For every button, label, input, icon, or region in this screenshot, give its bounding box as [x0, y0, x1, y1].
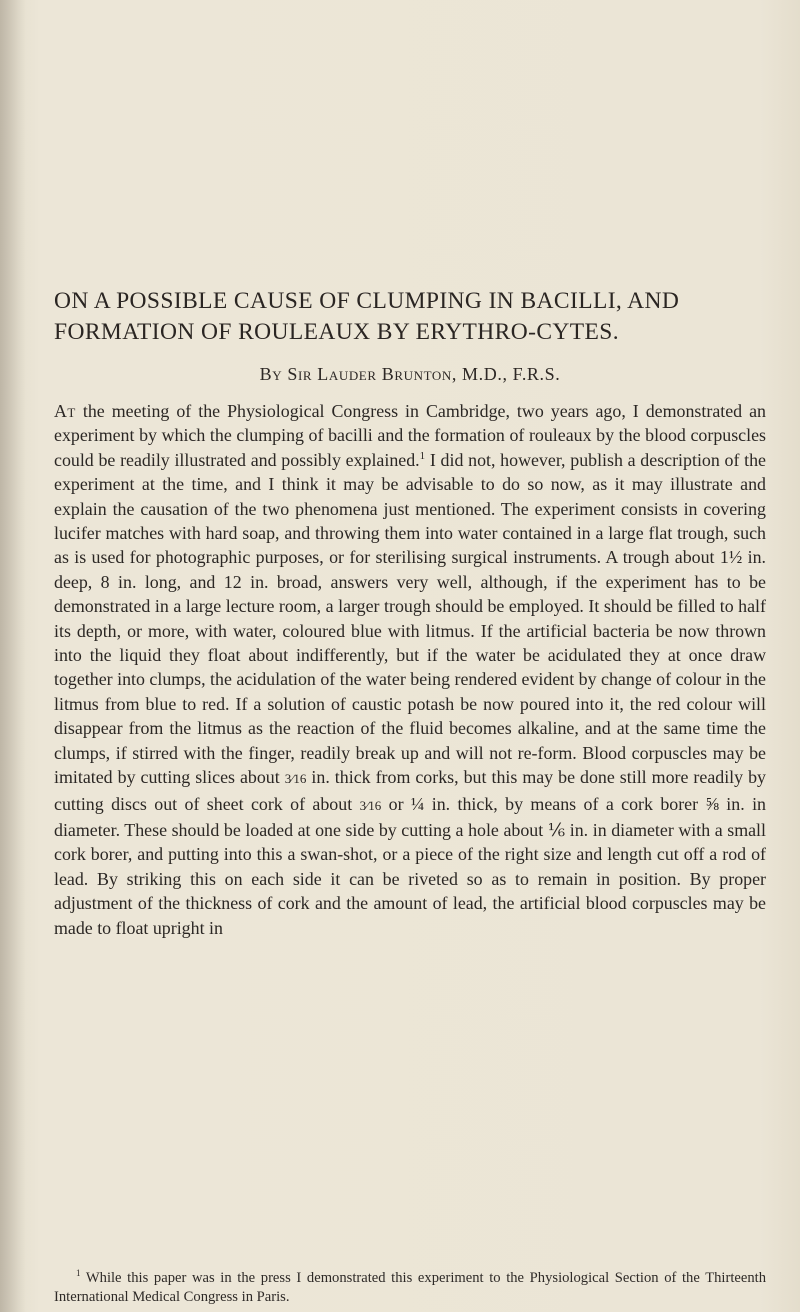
fraction: ⅝ [705, 793, 719, 814]
footnote-reference[interactable]: 1 [419, 449, 426, 462]
fraction: ¼ [410, 793, 425, 814]
lead-word: At [54, 401, 76, 421]
fraction: 1½ [719, 547, 743, 568]
article-title: ON A POSSIBLE CAUSE OF CLUMPING IN BACILLI, AND FORMATION OF ROULEAUX BY ERYTHRO-CYTES. [54, 288, 680, 345]
gutter-shadow [0, 0, 26, 1312]
body-text-run: I did not, however, publish a description of the experiment at the time, and I think it may be advisable to do so now, as it may illustrate and explain the causation of the two phenomena just mentioned. The experiment consists in covering lucifer matches with hard soap, and throwing them into water contained in a large flat trough, such as is used for photographic purposes, or for sterilising surgical instruments. A trough about [54, 449, 766, 568]
fraction: 3⁄16 [359, 797, 382, 813]
article-body-paragraph [54, 399, 766, 940]
footnote [54, 1269, 766, 1307]
article-content [54, 286, 766, 940]
body-text-run: in. deep, 8 in. long, and 12 in. broad, answers very well, although, if the experiment has to be demonstrated in a large lecture room, a larger trough should be employed. It should be filled to half its depth, or more, with water, coloured blue with litmus. If the artificial bacteria be now thrown into the liquid they float about indifferently, but if the water be acidulated they at once draw together into clumps, the acidulation of the water being rendered evident by change of colour in the litmus from blue to red. If a solution of caustic potash be now poured into it, the red colour will disappear from the litmus as the reaction of the fluid becomes alkaline, and at the same time the clumps, if stirred with the finger, readily break up and will not re-form. Blood corpuscles may be imitated by cutting slices about [54, 547, 766, 788]
body-text-run: in. thick, by means of a cork borer [424, 793, 706, 814]
body-text-run: or [381, 793, 411, 814]
article-byline: By Sir Lauder Brunton, M.D., F.R.S. [259, 364, 561, 384]
body-text-run: in. in diameter with a small cork borer, and putting into this a swan-shot, or a piece of the right size and length cut off a rod of lead. By striking this on each side it can be riveted so as to remain in position. By proper adjustment of the thickness of cork and the amount of lead, the artificial blood corpuscles may be made to float upright in [54, 819, 767, 938]
body-text-run: in. thick from corks, but this may be done still more readily by cutting discs out of sheet cork of about [54, 767, 766, 814]
fraction: 3⁄16 [284, 771, 307, 787]
body-text-run: in. in diameter. These should be loaded at one side by cutting a hole about [54, 793, 766, 840]
footnote-text: While this paper was in the press I demonstrated this experiment to the Physiological Section of the Thirteenth International Medical Congress in Paris. [54, 1269, 766, 1305]
footnote-marker: 1 [76, 1267, 81, 1278]
fraction: ⅙ [547, 819, 566, 840]
body-text-run: the meeting of the Physiological Congress in Cambridge, two years ago, I demonstrated an experiment by which the clumping of bacilli and the formation of rouleaux by the blood corpuscles could be readily illustrated and possibly explained. [54, 401, 766, 470]
